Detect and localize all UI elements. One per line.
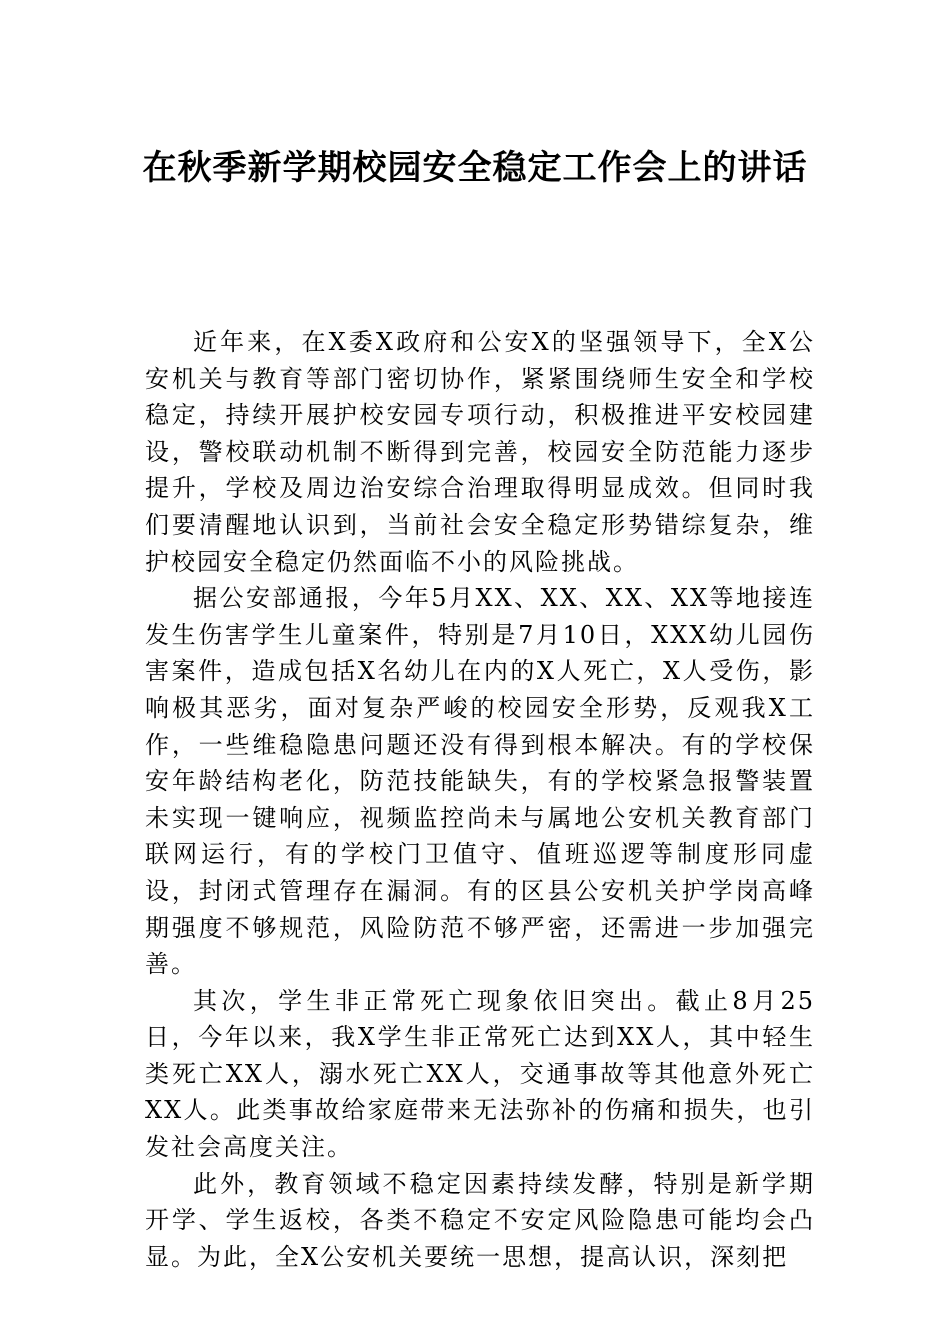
paragraph-4: 此外，教育领域不稳定因素持续发酵，特别是新学期开学、学生返校，各类不稳定不安定风险隐患可能均会凸显。为此，全X公安机关要统一思想，提高认识，深刻把: [145, 1169, 815, 1271]
paragraph-1: 近年来，在X委X政府和公安X的坚强领导下，全X公安机关与教育等部门密切协作，紧紧围绕师生安全和学校稳定，持续开展护校安园专项行动，积极推进平安校园建设，警校联动机制不断得到完善，校园安全防范能力逐步提升，学校及周边治安综合治理取得明显成效。但同时我们要清醒地认识到，当前社会安全稳定形势错综复杂，维护校园安全稳定仍然面临不小的风险挑战。: [145, 328, 815, 576]
document-title: 在秋季新学期校园安全稳定工作会上的讲话: [142, 148, 808, 188]
document-body: [145, 324, 815, 1275]
paragraph-3: 其次，学生非正常死亡现象依旧突出。截止8月25日，今年以来，我X学生非正常死亡达到XX人，其中轻生类死亡XX人，溺水死亡XX人，交通事故等其他意外死亡XX人。此类事故给家庭带来无法弥补的伤痛和损失，也引发社会高度关注。: [145, 986, 815, 1162]
paragraph-2: 据公安部通报，今年5月XX、XX、XX、XX等地接连发生伤害学生儿童案件，特别是7月10日，XXX幼儿园伤害案件，造成包括X名幼儿在内的X人死亡，X人受伤，影响极其恶劣，面对复杂严峻的校园安全形势，反观我X工作，一些维稳隐患问题还没有得到根本解决。有的学校保安年龄结构老化，防范技能缺失，有的学校紧急报警装置未实现一键响应，视频监控尚未与属地公安机关教育部门联网运行，有的学校门卫值守、值班巡逻等制度形同虚设，封闭式管理存在漏洞。有的区县公安机关护学岗高峰期强度不够规范，风险防范不够严密，还需进一步加强完善。: [145, 584, 815, 979]
